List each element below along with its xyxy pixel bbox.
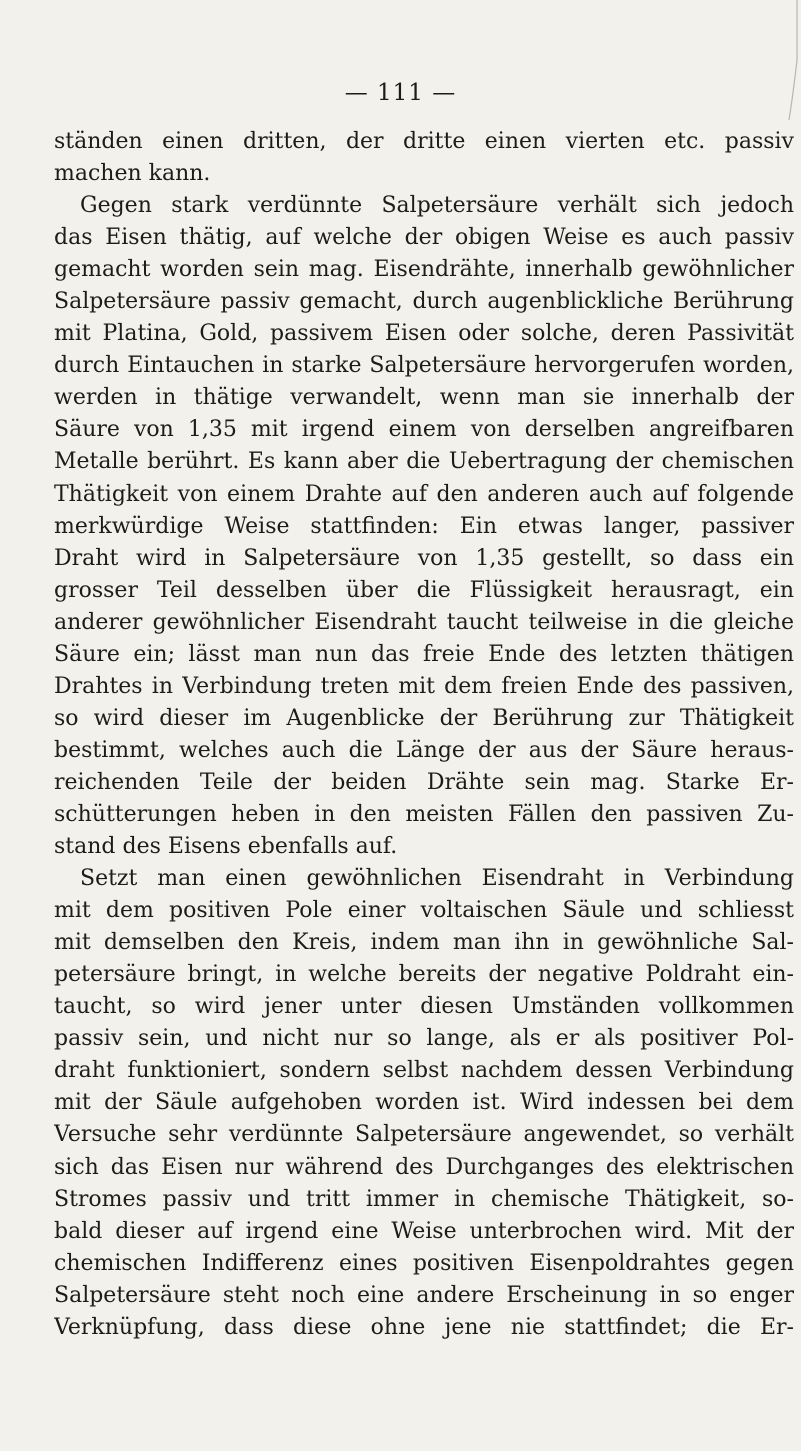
text-line: mit der Säule aufgehoben worden ist. Wird indessen bei dem [54,1090,794,1116]
text-line: schütterungen heben in den meisten Fällen den passiven Zu- [54,801,794,827]
text-line: Verknüpfung, dass diese ohne jene nie stattfindet; die Er- [54,1314,794,1340]
text-line: merkwürdige Weise stattfinden: Ein etwas langer, passiver [54,513,794,539]
text-line: Gegen stark verdünnte Salpetersäure verhält sich jedoch [80,193,794,219]
text-line: Drahtes in Verbindung treten mit dem freien Ende des passiven, [54,673,794,699]
text-line: Säure von 1,35 mit irgend einem von derselben angreifbaren [54,417,794,443]
text-line: durch Eintauchen in starke Salpetersäure hervorgerufen worden, [54,353,794,379]
text-line: Thätigkeit von einem Drahte auf den anderen auch auf folgende [54,481,794,507]
text-line: machen kann. [54,161,211,187]
text-line: Salpetersäure steht noch eine andere Erscheinung in so enger [54,1282,794,1308]
text-line: Säure ein; lässt man nun das freie Ende des letzten thätigen [54,641,794,667]
body-text [54,126,794,1344]
text-line: mit demselben den Kreis, indem man ihn in gewöhnliche Sal- [54,930,794,956]
text-line: mit Platina, Gold, passivem Eisen oder solche, deren Passivität [54,321,794,347]
text-line: chemischen Indifferenz eines positiven Eisenpoldrahtes gegen [54,1250,794,1276]
text-line: sich das Eisen nur während des Durchganges des elektrischen [54,1154,794,1180]
text-line: werden in thätige verwandelt, wenn man sie innerhalb der [54,385,794,411]
text-line: gemacht worden sein mag. Eisendrähte, innerhalb gewöhnlicher [54,257,794,283]
text-line: mit dem positiven Pole einer voltaischen Säule und schliesst [54,898,794,924]
text-line: bestimmt, welches auch die Länge der aus der Säure heraus- [54,737,794,763]
text-line: Setzt man einen gewöhnlichen Eisendraht in Verbindung [80,866,794,892]
page-edge-shadow [783,0,801,130]
text-line: passiv sein, und nicht nur so lange, als er als positiver Pol- [54,1026,794,1052]
text-line: bald dieser auf irgend eine Weise unterbrochen wird. Mit der [54,1218,794,1244]
text-line: so wird dieser im Augenblicke der Berührung zur Thätigkeit [54,705,794,731]
text-line: taucht, so wird jener unter diesen Umständen vollkommen [54,994,794,1020]
text-line: ständen einen dritten, der dritte einen vierten etc. passiv [54,129,794,154]
text-line: Stromes passiv und tritt immer in chemische Thätigkeit, so- [54,1186,794,1212]
text-line: Draht wird in Salpetersäure von 1,35 gestellt, so dass ein [54,545,794,571]
text-line: petersäure bringt, in welche bereits der negative Poldraht ein- [54,962,794,988]
text-line: grosser Teil desselben über die Flüssigkeit herausragt, ein [54,577,794,603]
text-line: Metalle berührt. Es kann aber die Uebertragung der chemischen [54,449,794,475]
text-line: reichenden Teile der beiden Drähte sein mag. Starke Er- [54,769,794,795]
text-line: das Eisen thätig, auf welche der obigen Weise es auch passiv [54,225,794,251]
text-line: anderer gewöhnlicher Eisendraht taucht teilweise in die gleiche [54,609,794,635]
text-line: draht funktioniert, sondern selbst nachdem dessen Verbindung [54,1058,794,1084]
page-number: — 111 — [344,80,457,106]
text-line: Salpetersäure passiv gemacht, durch augenblickliche Berührung [54,289,794,315]
text-line: stand des Eisens ebenfalls auf. [54,834,398,860]
text-line: Versuche sehr verdünnte Salpetersäure angewendet, so verhält [54,1122,794,1148]
